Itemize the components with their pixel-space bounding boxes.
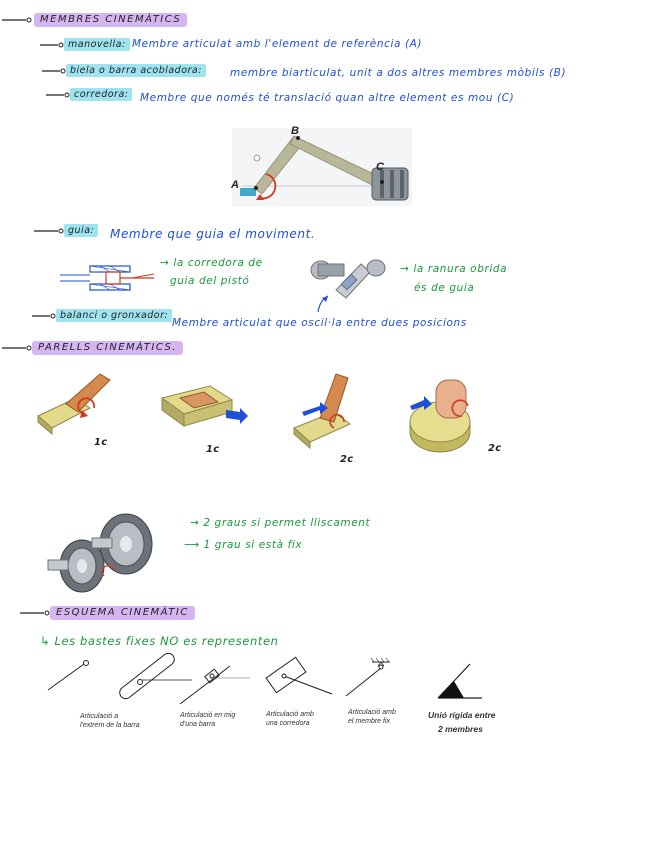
piston-guide-figure [60,260,160,296]
bullet-arrow-icon [32,311,56,321]
symbol-rigid-joint [424,662,484,706]
term-corredora: corredora: [70,88,132,101]
guide-note-left-line2: guia del pistó [170,275,250,287]
pair-dof-label-3: 2c [340,454,354,465]
schema-caption-5: Unió rígida entre 2 membres [428,710,496,734]
mechanism-label-b: B [291,125,299,137]
schema-caption-1: Articulació a l'extrem de la barra [80,713,140,729]
section-heading-members: MEMBRES CINEMÀTICS [34,13,187,27]
guide-note-right-line2: és de guia [414,282,475,294]
definition-corredora: Membre que només té translació quan altre element es mou (C) [140,92,515,104]
slider-crank-figure [232,128,422,208]
arrow-curved-icon: ↳ [40,634,55,648]
arrow-right-icon: → [190,517,204,529]
guide-note-left-line1: → la corredora de [160,257,263,269]
arrow-right-icon: ⟶ [184,539,204,551]
section-heading-schema: ESQUEMA CINEMÀTIC [50,606,195,620]
definition-biela: membre biarticulat, unit a dos altres membres mòbils (B) [230,67,567,79]
contact-wheels-figure [44,508,164,598]
gears-note-1: → 2 graus si permet lliscament [190,517,371,529]
pair-dof-label-4: 2c [488,443,502,454]
gears-note-2: ⟶ 1 grau si està fix [184,539,303,551]
bullet-arrow-icon [40,40,64,50]
revolute-pair-figure [36,374,116,438]
term-manovella: manovella: [64,38,130,51]
mechanism-label-c: C [376,161,384,173]
definition-guia: Membre que guia el moviment. [110,227,316,241]
schema-note: ↳ Les bastes fixes NO es representen [40,634,279,648]
pin-slot-pair-figure [290,372,360,448]
bullet-arrow-icon [2,343,32,353]
bullet-arrow-icon [42,66,66,76]
bullet-arrow-icon [2,15,32,25]
term-biela: biela o barra acobladora: [66,64,206,77]
symbol-end-joint [48,658,108,698]
bullet-arrow-icon [34,226,64,236]
schema-caption-3: Articulació amb una corredora [266,711,314,727]
arrow-right-icon: → [160,257,174,269]
schema-caption-2: Articulació en mig d'una barra [180,712,236,728]
symbol-slider-joint [180,660,260,710]
bullet-arrow-icon [46,90,70,100]
definition-balanci: Membre articulat que oscil·la entre dues posicions [172,317,467,329]
term-guia: guia: [64,224,98,237]
schema-caption-4: Articulació amb el membre fix [348,709,396,725]
symbol-fixed-joint [344,656,404,706]
symbol-corredora-joint [262,656,342,706]
pair-dof-label-1: 1c [94,437,108,448]
prismatic-pair-figure [160,384,250,434]
pair-dof-label-2: 1c [206,444,220,455]
term-balanci: balanci o gronxador: [56,309,172,322]
bullet-arrow-icon [20,608,50,618]
cylindrical-pair-figure [404,376,474,456]
slotted-link-figure [306,254,396,314]
mechanism-label-a: A [231,179,239,191]
section-heading-pairs: PARELLS CINEMÀTICS. [32,341,183,355]
definition-manovella: Membre articulat amb l'element de referència (A) [132,38,423,50]
guide-note-right-line1: → la ranura obrida [400,263,508,275]
arrow-right-icon: → [400,263,414,275]
